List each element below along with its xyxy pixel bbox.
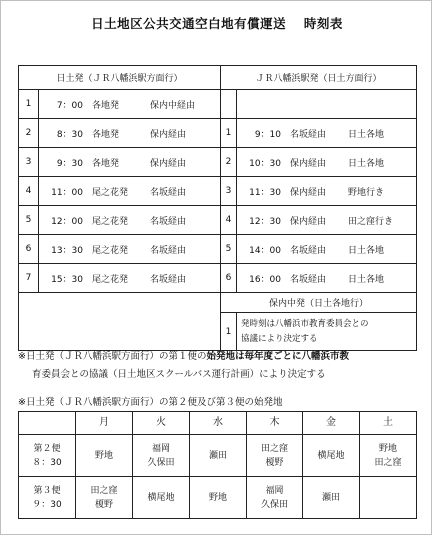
corner-cell xyxy=(19,412,76,435)
departure-time: 8：30 xyxy=(56,129,83,140)
first-run-remark xyxy=(18,348,418,384)
origin-place: 野地 xyxy=(378,443,397,454)
page-title: 日土地区公共交通空白地有償運送 時刻表 xyxy=(91,16,343,31)
origin-cell xyxy=(190,435,247,477)
outbound-number: 1 xyxy=(19,90,39,119)
origin-place: 榎野 xyxy=(265,457,284,468)
outbound-entry xyxy=(39,90,221,119)
departure-time: 11：00 xyxy=(51,187,83,198)
departure-time: 10：30 xyxy=(249,158,282,169)
outbound-number: 3 xyxy=(19,148,39,177)
origin-place: 福岡 xyxy=(151,443,170,454)
weekly-remark: ※日土発（ＪＲ八幡浜駅方面行）の第２便及び第３便の始発地 xyxy=(18,397,283,408)
origin-cell xyxy=(76,435,133,477)
origin-stop: 尾之花発 xyxy=(92,216,129,227)
outbound-entry xyxy=(39,177,221,206)
route-via: 保内中経由 xyxy=(150,100,196,111)
run-name: 第２便 xyxy=(33,443,61,454)
weekly-row xyxy=(19,477,417,519)
departure-time: 7：00 xyxy=(56,100,83,111)
origin-stop: 尾之花発 xyxy=(92,187,129,198)
origin-cell xyxy=(133,477,190,519)
destination: 田之窪行き xyxy=(348,216,394,227)
inbound-header: ＪＲ八幡浜駅発（日土方面行） xyxy=(221,66,417,90)
table-row xyxy=(19,235,417,264)
route-via: 保内経由 xyxy=(290,216,327,227)
origin-stop: 各地発 xyxy=(92,129,120,140)
timetable xyxy=(18,65,417,351)
destination: 日土各地 xyxy=(348,158,385,169)
origin-cell xyxy=(247,477,303,519)
origin-cell xyxy=(76,477,133,519)
route-via: 保内経由 xyxy=(290,158,327,169)
departure-time: 15：30 xyxy=(51,274,83,285)
outbound-header: 日土発（ＪＲ八幡浜駅方面行） xyxy=(19,66,221,90)
run-name: 第３便 xyxy=(33,485,61,496)
outbound-number: 4 xyxy=(19,177,39,206)
weekday-header: 月 xyxy=(76,412,133,435)
origin-place: 瀬田 xyxy=(208,450,227,461)
route-via: 名坂経由 xyxy=(290,274,327,285)
origin-cell xyxy=(360,435,417,477)
origin-cell xyxy=(247,435,303,477)
origin-cell xyxy=(133,435,190,477)
origin-place: 榎野 xyxy=(94,499,113,510)
table-row xyxy=(19,206,417,235)
destination: 日土各地 xyxy=(348,245,385,256)
inbound-number: 4 xyxy=(221,206,237,235)
departure-time: 12：30 xyxy=(249,216,282,227)
table-row xyxy=(19,119,417,148)
inbound-number: 2 xyxy=(221,148,237,177)
run-time: ８：30 xyxy=(32,457,62,468)
route-via: 名坂経由 xyxy=(290,129,327,140)
origin-stop: 各地発 xyxy=(92,100,120,111)
origin-place: 横尾地 xyxy=(147,492,175,503)
weekday-header: 土 xyxy=(360,412,417,435)
note-number: 1 xyxy=(221,313,237,351)
destination: 日土各地 xyxy=(348,274,385,285)
weekday-header: 水 xyxy=(190,412,247,435)
remark-text: ※日土発（ＪＲ八幡浜駅方面行）の第１便の xyxy=(18,351,207,362)
outbound-number: 2 xyxy=(19,119,39,148)
run-time: ９：30 xyxy=(32,499,62,510)
route-via: 名坂経由 xyxy=(150,274,187,285)
route-via: 保内経由 xyxy=(290,187,327,198)
origin-cell xyxy=(190,477,247,519)
note-body xyxy=(237,313,417,351)
origin-place: 久保田 xyxy=(147,457,175,468)
route-via: 保内経由 xyxy=(150,158,187,169)
outbound-entry xyxy=(39,235,221,264)
outbound-entry xyxy=(39,206,221,235)
table-row xyxy=(19,177,417,206)
weekday-header: 金 xyxy=(303,412,360,435)
origin-place: 野地 xyxy=(208,492,227,503)
origin-place: 福岡 xyxy=(265,485,284,496)
route-via: 名坂経由 xyxy=(150,187,187,198)
table-row xyxy=(19,264,417,293)
note-header-row xyxy=(19,293,417,313)
destination: 野地行き xyxy=(348,187,385,198)
origin-place: 久保田 xyxy=(260,499,288,510)
outbound-entry xyxy=(39,148,221,177)
inbound-entry xyxy=(237,235,417,264)
departure-time: 14：00 xyxy=(249,245,282,256)
route-via: 保内経由 xyxy=(150,129,187,140)
remark-line xyxy=(18,348,418,366)
origin-cell-empty xyxy=(360,477,417,519)
departure-time: 11：30 xyxy=(249,187,282,198)
outbound-number: 6 xyxy=(19,235,39,264)
run-label xyxy=(19,477,76,519)
weekday-header-row xyxy=(19,412,417,435)
note-line: 発時刻は八幡浜市教育委員会との xyxy=(241,318,369,329)
departure-time: 13：30 xyxy=(51,245,83,256)
weekly-origin-table xyxy=(18,411,417,519)
origin-place: 野地 xyxy=(94,450,113,461)
origin-place: 横尾地 xyxy=(317,450,345,461)
outbound-entry xyxy=(39,119,221,148)
table-row xyxy=(19,148,417,177)
departure-time: 9：30 xyxy=(56,158,83,169)
origin-cell xyxy=(303,435,360,477)
outbound-entry xyxy=(39,264,221,293)
weekday-header: 木 xyxy=(247,412,303,435)
remark-line: 育委員会との協議（日土地区スクールバス運行計画）により決定する xyxy=(32,369,326,380)
origin-stop: 尾之花発 xyxy=(92,245,129,256)
origin-place: 瀬田 xyxy=(321,492,340,503)
departure-time: 12：00 xyxy=(51,216,83,227)
inbound-number: 5 xyxy=(221,235,237,264)
origin-stop: 各地発 xyxy=(92,158,120,169)
destination: 日土各地 xyxy=(348,129,385,140)
inbound-number: 3 xyxy=(221,177,237,206)
outbound-number: 7 xyxy=(19,264,39,293)
weekday-header: 火 xyxy=(133,412,190,435)
inbound-number-empty xyxy=(221,90,237,119)
inbound-number: 6 xyxy=(221,264,237,293)
inbound-entry xyxy=(237,206,417,235)
inbound-number: 1 xyxy=(221,119,237,148)
remark-bold-text: 始発地は毎年度ごとに八幡浜市教 xyxy=(206,351,349,362)
empty-cell xyxy=(19,293,221,351)
route-via: 名坂経由 xyxy=(150,245,187,256)
weekly-row xyxy=(19,435,417,477)
inbound-entry xyxy=(237,148,417,177)
outbound-number: 5 xyxy=(19,206,39,235)
origin-place: 田之窪 xyxy=(260,443,288,454)
inbound-entry xyxy=(237,177,417,206)
inbound-entry xyxy=(237,119,417,148)
run-label xyxy=(19,435,76,477)
route-via: 名坂経由 xyxy=(290,245,327,256)
origin-cell xyxy=(303,477,360,519)
route-via: 名坂経由 xyxy=(150,216,187,227)
inbound-entry-empty xyxy=(237,90,417,119)
note-line: 協議により決定する xyxy=(241,333,318,344)
origin-stop: 尾之花発 xyxy=(92,274,129,285)
inbound-entry xyxy=(237,264,417,293)
origin-place: 田之窪 xyxy=(90,485,118,496)
origin-place: 田之窪 xyxy=(374,457,402,468)
departure-time: 16：00 xyxy=(249,274,282,285)
table-row xyxy=(19,90,417,119)
departure-time: 9：10 xyxy=(254,129,282,140)
note-title: 保内中発（日土各地行） xyxy=(221,293,417,313)
